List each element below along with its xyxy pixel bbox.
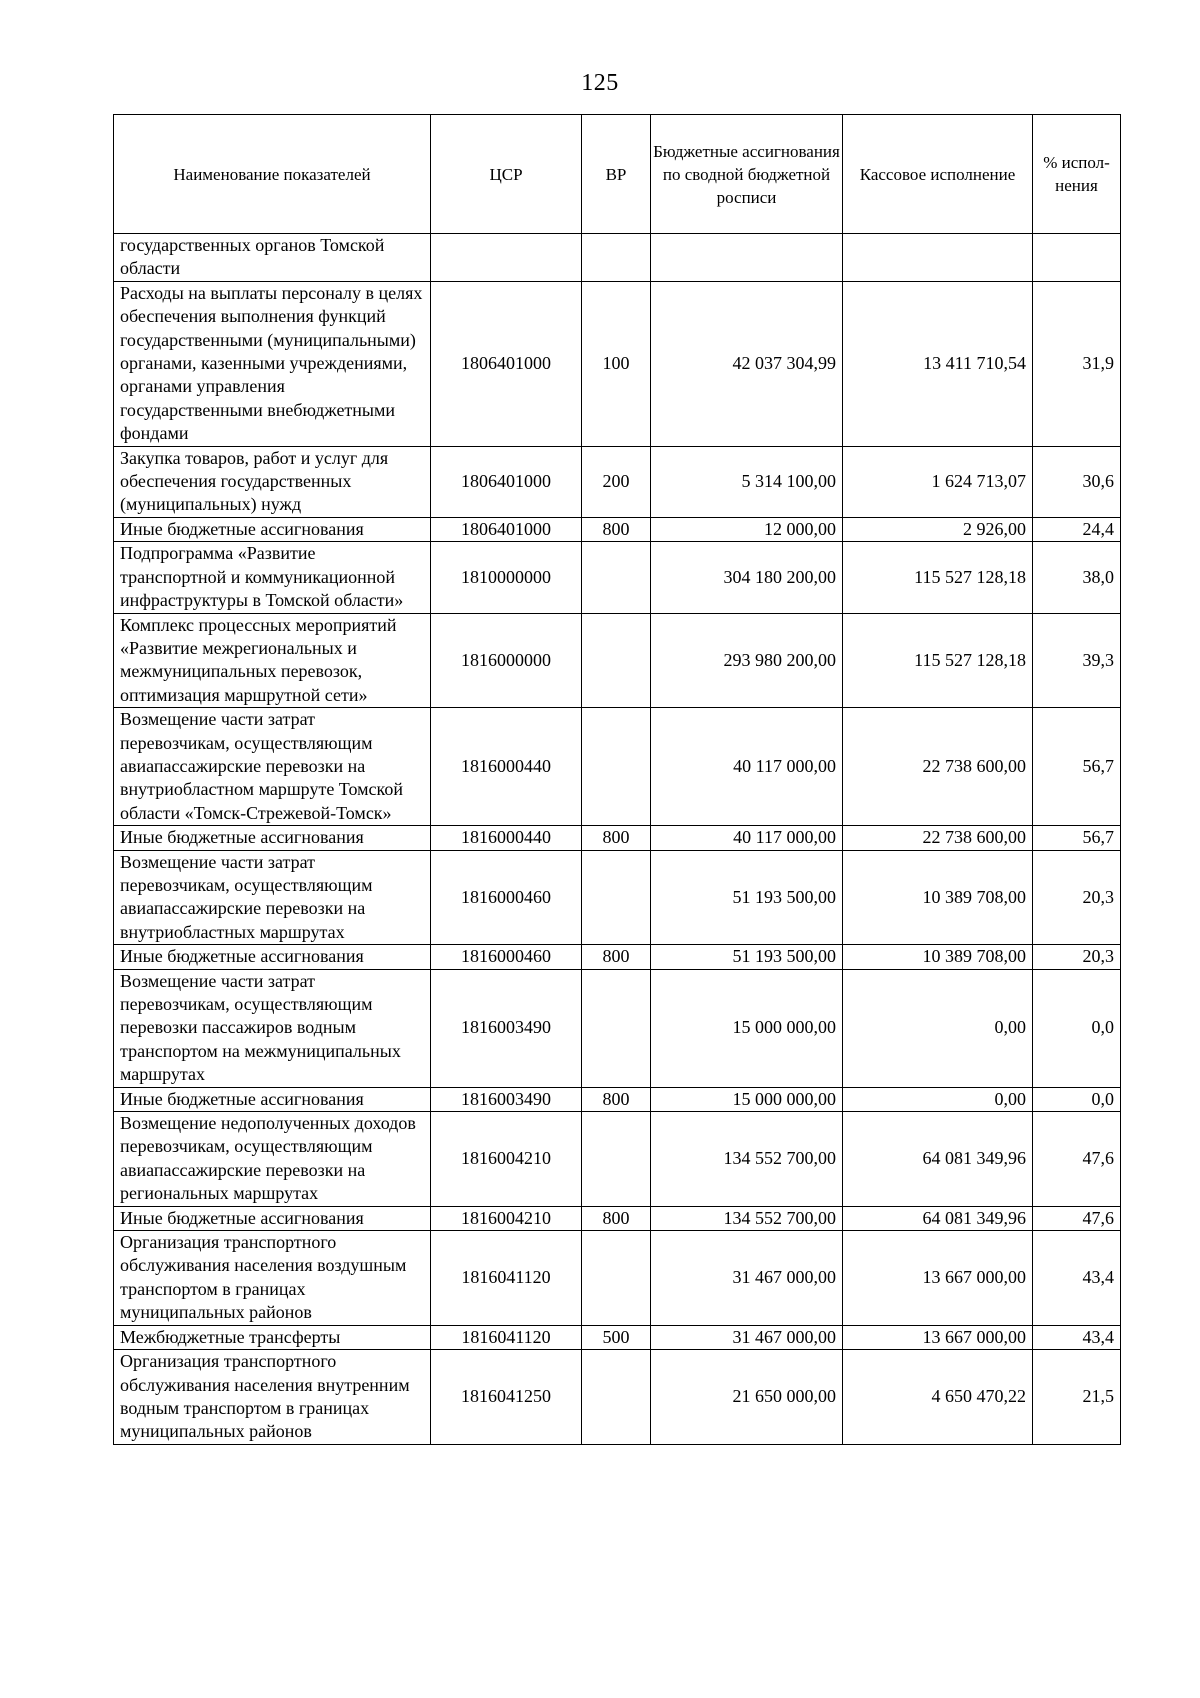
cell-budget: 12 000,00	[651, 517, 843, 541]
cell-name: Организация транспортного обслуживания населения воздушным транспортом в границах муниципальных районов	[114, 1231, 431, 1326]
page-number: 125	[581, 70, 619, 96]
cell-budget	[651, 234, 843, 282]
cell-cash: 13 667 000,00	[843, 1325, 1033, 1349]
cell-name: государственных органов Томской области	[114, 234, 431, 282]
cell-cash: 22 738 600,00	[843, 708, 1033, 826]
header-cash: Кассовое исполнение	[843, 115, 1033, 234]
cell-csr: 1816003490	[431, 969, 582, 1087]
table-row	[114, 613, 1121, 708]
cell-name: Иные бюджетные ассигнования	[114, 1087, 431, 1111]
cell-percent: 30,6	[1033, 446, 1121, 517]
table-row	[114, 945, 1121, 969]
cell-name: Возмещение части затрат перевозчикам, осуществляющим авиапассажирские перевозки на внутриобластных маршрутах	[114, 850, 431, 945]
header-row	[114, 115, 1121, 234]
cell-csr: 1806401000	[431, 446, 582, 517]
cell-percent: 47,6	[1033, 1112, 1121, 1207]
cell-vr	[582, 613, 651, 708]
cell-vr	[582, 542, 651, 613]
cell-vr	[582, 1112, 651, 1207]
cell-cash: 64 081 349,96	[843, 1112, 1033, 1207]
cell-vr: 800	[582, 517, 651, 541]
cell-csr	[431, 234, 582, 282]
cell-name: Возмещение недополученных доходов перевозчикам, осуществляющим авиапассажирские перевозки на региональных маршрутах	[114, 1112, 431, 1207]
cell-vr: 800	[582, 1087, 651, 1111]
cell-csr: 1816041120	[431, 1325, 582, 1349]
cell-percent: 38,0	[1033, 542, 1121, 613]
cell-cash: 4 650 470,22	[843, 1350, 1033, 1445]
cell-percent: 0,0	[1033, 1087, 1121, 1111]
table-row	[114, 281, 1121, 446]
cell-cash: 2 926,00	[843, 517, 1033, 541]
header-name: Наименование показателей	[114, 115, 431, 234]
cell-cash: 115 527 128,18	[843, 613, 1033, 708]
cell-vr	[582, 234, 651, 282]
cell-name: Межбюджетные трансферты	[114, 1325, 431, 1349]
cell-cash: 10 389 708,00	[843, 850, 1033, 945]
cell-name: Иные бюджетные ассигнования	[114, 945, 431, 969]
cell-budget: 51 193 500,00	[651, 850, 843, 945]
cell-csr: 1816004210	[431, 1206, 582, 1230]
cell-cash: 64 081 349,96	[843, 1206, 1033, 1230]
cell-vr	[582, 1231, 651, 1326]
cell-percent: 39,3	[1033, 613, 1121, 708]
cell-cash: 115 527 128,18	[843, 542, 1033, 613]
table-row	[114, 234, 1121, 282]
cell-vr	[582, 1350, 651, 1445]
cell-vr: 200	[582, 446, 651, 517]
cell-percent: 47,6	[1033, 1206, 1121, 1230]
cell-csr: 1816000440	[431, 826, 582, 850]
table-row	[114, 1231, 1121, 1326]
budget-table	[113, 114, 1121, 1445]
cell-budget: 21 650 000,00	[651, 1350, 843, 1445]
cell-name: Организация транспортного обслуживания населения внутренним водным транспортом в границах муниципальных районов	[114, 1350, 431, 1445]
cell-budget: 40 117 000,00	[651, 708, 843, 826]
cell-csr: 1810000000	[431, 542, 582, 613]
cell-vr	[582, 708, 651, 826]
cell-percent: 56,7	[1033, 708, 1121, 826]
cell-budget: 31 467 000,00	[651, 1325, 843, 1349]
cell-cash: 0,00	[843, 1087, 1033, 1111]
cell-cash: 10 389 708,00	[843, 945, 1033, 969]
cell-name: Расходы на выплаты персоналу в целях обеспечения выполнения функций государственными (муниципальными) органами, казенными учреждениями, органами управления государственными внебюджетными фондами	[114, 281, 431, 446]
cell-percent: 20,3	[1033, 850, 1121, 945]
cell-percent: 24,4	[1033, 517, 1121, 541]
cell-cash	[843, 234, 1033, 282]
cell-csr: 1816000460	[431, 850, 582, 945]
cell-name: Возмещение части затрат перевозчикам, осуществляющим авиапассажирские перевозки на внутриобластном маршруте Томской области «Томск-Стрежевой-Томск»	[114, 708, 431, 826]
cell-percent: 56,7	[1033, 826, 1121, 850]
cell-percent	[1033, 234, 1121, 282]
table-row	[114, 446, 1121, 517]
cell-csr: 1816000000	[431, 613, 582, 708]
cell-budget: 293 980 200,00	[651, 613, 843, 708]
cell-budget: 5 314 100,00	[651, 446, 843, 517]
cell-name: Иные бюджетные ассигнования	[114, 517, 431, 541]
table-body	[114, 234, 1121, 1445]
cell-csr: 1816041250	[431, 1350, 582, 1445]
cell-vr	[582, 969, 651, 1087]
cell-percent: 31,9	[1033, 281, 1121, 446]
cell-csr: 1816000440	[431, 708, 582, 826]
cell-budget: 304 180 200,00	[651, 542, 843, 613]
table-row	[114, 1206, 1121, 1230]
cell-vr: 500	[582, 1325, 651, 1349]
cell-name: Закупка товаров, работ и услуг для обеспечения государственных (муниципальных) нужд	[114, 446, 431, 517]
cell-vr	[582, 850, 651, 945]
header-vr: ВР	[582, 115, 651, 234]
table-row	[114, 542, 1121, 613]
table-row	[114, 1350, 1121, 1445]
table-row	[114, 1087, 1121, 1111]
cell-cash: 1 624 713,07	[843, 446, 1033, 517]
cell-vr: 100	[582, 281, 651, 446]
cell-budget: 31 467 000,00	[651, 1231, 843, 1326]
cell-vr: 800	[582, 1206, 651, 1230]
cell-percent: 43,4	[1033, 1231, 1121, 1326]
table-row	[114, 1325, 1121, 1349]
cell-csr: 1806401000	[431, 281, 582, 446]
cell-csr: 1816000460	[431, 945, 582, 969]
cell-cash: 13 411 710,54	[843, 281, 1033, 446]
cell-name: Подпрограмма «Развитие транспортной и коммуникационной инфраструктуры в Томской области»	[114, 542, 431, 613]
table-row	[114, 969, 1121, 1087]
cell-name: Иные бюджетные ассигнования	[114, 826, 431, 850]
cell-cash: 22 738 600,00	[843, 826, 1033, 850]
table-row	[114, 1112, 1121, 1207]
table-header	[114, 115, 1121, 234]
cell-csr: 1806401000	[431, 517, 582, 541]
cell-cash: 0,00	[843, 969, 1033, 1087]
cell-csr: 1816003490	[431, 1087, 582, 1111]
cell-name: Иные бюджетные ассигнования	[114, 1206, 431, 1230]
cell-percent: 0,0	[1033, 969, 1121, 1087]
cell-vr: 800	[582, 826, 651, 850]
cell-name: Комплекс процессных мероприятий «Развитие межрегиональных и межмуниципальных перевозок, оптимизация маршрутной сети»	[114, 613, 431, 708]
table-row	[114, 850, 1121, 945]
header-csr: ЦСР	[431, 115, 582, 234]
cell-percent: 43,4	[1033, 1325, 1121, 1349]
cell-name: Возмещение части затрат перевозчикам, осуществляющим перевозки пассажиров водным транспортом на межмуниципальных маршрутах	[114, 969, 431, 1087]
cell-budget: 15 000 000,00	[651, 969, 843, 1087]
cell-budget: 51 193 500,00	[651, 945, 843, 969]
cell-csr: 1816004210	[431, 1112, 582, 1207]
cell-budget: 134 552 700,00	[651, 1112, 843, 1207]
cell-csr: 1816041120	[431, 1231, 582, 1326]
cell-budget: 40 117 000,00	[651, 826, 843, 850]
table-row	[114, 708, 1121, 826]
header-percent: % испол-нения	[1033, 115, 1121, 234]
table-row	[114, 517, 1121, 541]
cell-budget: 42 037 304,99	[651, 281, 843, 446]
cell-budget: 15 000 000,00	[651, 1087, 843, 1111]
cell-percent: 21,5	[1033, 1350, 1121, 1445]
cell-cash: 13 667 000,00	[843, 1231, 1033, 1326]
cell-budget: 134 552 700,00	[651, 1206, 843, 1230]
header-budget: Бюджетные ассигнования по сводной бюджетной росписи	[651, 115, 843, 234]
cell-vr: 800	[582, 945, 651, 969]
table-row	[114, 826, 1121, 850]
cell-percent: 20,3	[1033, 945, 1121, 969]
